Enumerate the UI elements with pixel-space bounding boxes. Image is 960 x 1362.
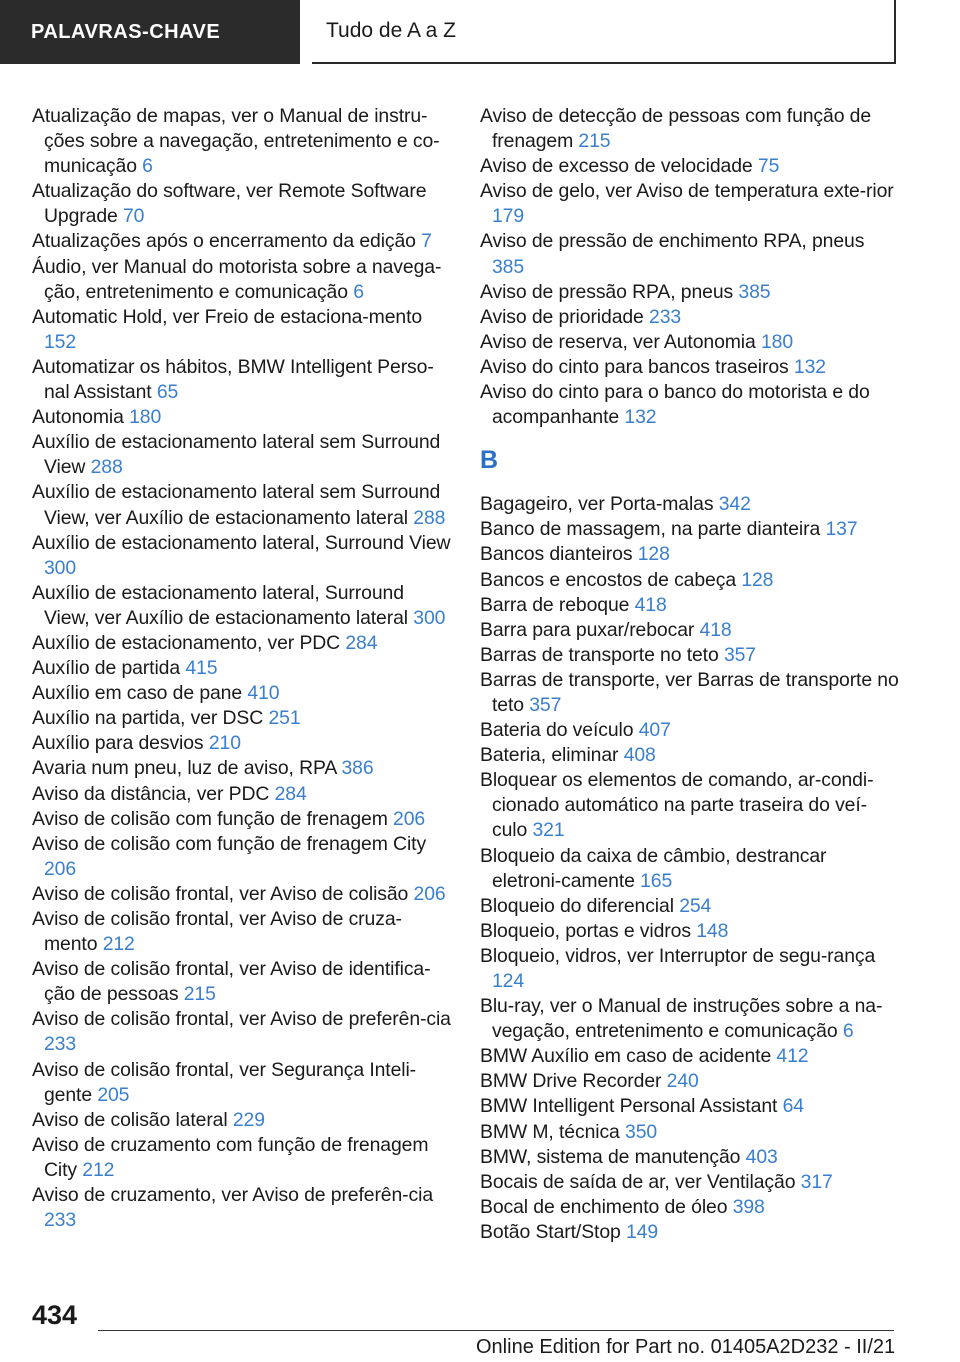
index-group-a bbox=[480, 104, 900, 430]
index-entry-page-link[interactable]: 317 bbox=[800, 1170, 833, 1193]
index-entry-term: Aviso de colisão com função de frenagem bbox=[32, 807, 394, 830]
index-entry-page-link[interactable]: 357 bbox=[529, 693, 562, 716]
header-section-tab: PALAVRAS-CHAVE bbox=[0, 0, 300, 64]
index-entry bbox=[32, 681, 452, 706]
index-entry-page-link[interactable]: 180 bbox=[129, 406, 162, 429]
index-entry-page-link[interactable]: 7 bbox=[421, 230, 432, 253]
index-entry-page-link[interactable]: 210 bbox=[208, 732, 241, 755]
index-entry-page-link[interactable]: 385 bbox=[738, 280, 771, 303]
index-entry bbox=[480, 330, 900, 355]
index-entry bbox=[32, 1183, 452, 1233]
index-entry bbox=[480, 1195, 900, 1220]
header-divider bbox=[300, 0, 312, 64]
index-entry-term: Auxílio para desvios bbox=[32, 732, 209, 755]
index-entry-term: Automatic Hold, ver Freio de estaciona-mento bbox=[32, 305, 423, 328]
index-entry bbox=[32, 782, 452, 807]
index-entry-term: Aviso de pressão RPA, pneus bbox=[480, 280, 739, 303]
index-entry-term: Aviso de prioridade bbox=[480, 305, 650, 328]
index-entry-term: BMW, sistema de manutenção bbox=[480, 1145, 746, 1168]
index-entry-term: Auxílio de estacionamento lateral, Surround View, ver Auxílio de estacionamento lateral bbox=[32, 581, 414, 629]
index-entry-term: Avaria num pneu, luz de aviso, RPA bbox=[32, 757, 342, 780]
index-entry bbox=[480, 1044, 900, 1069]
index-entry-term: Aviso de colisão frontal, ver Aviso de colisão bbox=[32, 882, 414, 905]
index-entry-page-link[interactable]: 300 bbox=[413, 606, 446, 629]
index-entry-page-link[interactable]: 233 bbox=[44, 1209, 77, 1232]
index-entry-page-link[interactable]: 233 bbox=[44, 1033, 77, 1056]
index-entry-term: Bancos dianteiros bbox=[480, 543, 638, 566]
index-entry-term: Barra para puxar/rebocar bbox=[480, 618, 700, 641]
index-entry-term: Bloqueio, vidros, ver Interruptor de segu-rança bbox=[480, 944, 876, 967]
index-entry-page-link[interactable]: 410 bbox=[247, 682, 280, 705]
index-entry bbox=[32, 731, 452, 756]
index-entry-term: Auxílio de estacionamento lateral sem Surround View bbox=[32, 431, 441, 479]
index-entry bbox=[480, 768, 900, 843]
index-entry bbox=[480, 517, 900, 542]
index-entry-page-link[interactable]: 6 bbox=[353, 280, 364, 303]
index-entry bbox=[480, 944, 900, 994]
index-entry bbox=[32, 957, 452, 1007]
index-entry bbox=[480, 542, 900, 567]
index-entry bbox=[480, 844, 900, 894]
index-entry-page-link[interactable]: 212 bbox=[82, 1158, 115, 1181]
index-column-left bbox=[32, 104, 452, 1233]
index-entry-term: Atualização do software, ver Remote Software Upgrade bbox=[32, 180, 427, 228]
index-entry-term: Aviso de reserva, ver Autonomia bbox=[480, 330, 761, 353]
index-entry-term: Bloqueio do diferencial bbox=[480, 894, 680, 917]
index-entry-page-link[interactable]: 6 bbox=[842, 1020, 854, 1043]
index-entry-term: BMW M, técnica bbox=[480, 1120, 626, 1143]
index-entry-term: Aviso da distância, ver PDC bbox=[32, 782, 275, 805]
index-entry-page-link[interactable]: 407 bbox=[638, 719, 671, 742]
index-entry-term: Aviso de detecção de pessoas com função de frenagem bbox=[480, 105, 872, 153]
index-entry-page-link[interactable]: 75 bbox=[757, 155, 780, 178]
index-entry-term: Bocal de enchimento de óleo bbox=[480, 1195, 733, 1218]
index-entry bbox=[480, 593, 900, 618]
index-entry bbox=[480, 229, 900, 279]
index-entry-term: Aviso de cruzamento, ver Aviso de preferên-cia bbox=[32, 1184, 434, 1207]
index-entry bbox=[480, 643, 900, 668]
index-entry bbox=[480, 1069, 900, 1094]
index-entry-page-link[interactable]: 206 bbox=[44, 857, 77, 880]
index-entry-page-link[interactable]: 418 bbox=[634, 593, 667, 616]
index-entry-term: Aviso de colisão com função de frenagem City bbox=[32, 832, 427, 855]
index-entry-page-link[interactable]: 288 bbox=[413, 506, 446, 529]
index-entry-term: Barra de reboque bbox=[480, 593, 635, 616]
index-entry-page-link[interactable]: 152 bbox=[44, 330, 77, 353]
index-entry bbox=[32, 581, 452, 631]
index-entry bbox=[32, 832, 452, 882]
index-entry-page-link[interactable]: 149 bbox=[625, 1220, 659, 1243]
index-entry-term: Aviso de colisão frontal, ver Aviso de preferên-cia bbox=[32, 1008, 451, 1031]
index-entry-term: Aviso de colisão frontal, ver Aviso de identifica-ção de pessoas bbox=[32, 958, 431, 1006]
index-entry bbox=[32, 531, 452, 581]
index-entry-page-link[interactable]: 206 bbox=[393, 807, 426, 830]
index-entry-page-link[interactable]: 215 bbox=[578, 130, 611, 153]
index-entry bbox=[480, 618, 900, 643]
index-entry-page-link[interactable]: 240 bbox=[666, 1070, 699, 1093]
index-entry bbox=[32, 756, 452, 781]
footer-divider bbox=[98, 1330, 894, 1331]
index-entry-term: Áudio, ver Manual do motorista sobre a navega-ção, entretenimento e comunicação bbox=[32, 255, 442, 303]
index-entry bbox=[32, 179, 452, 229]
section-letter-b: B bbox=[480, 446, 499, 475]
index-entry-page-link[interactable]: 128 bbox=[637, 543, 670, 566]
index-entry-page-link[interactable]: 229 bbox=[232, 1108, 265, 1131]
index-entry bbox=[480, 179, 900, 229]
index-entry-page-link[interactable]: 284 bbox=[345, 631, 378, 654]
index-entry bbox=[480, 994, 900, 1044]
index-entry-page-link[interactable]: 205 bbox=[97, 1083, 130, 1106]
index-entry-term: Auxílio de estacionamento lateral sem Surround View, ver Auxílio de estacionamento lateral bbox=[32, 481, 441, 529]
index-entry-term: Auxílio de estacionamento lateral, Surround View bbox=[32, 531, 451, 554]
index-entry-page-link[interactable]: 403 bbox=[745, 1145, 778, 1168]
index-entry-page-link[interactable]: 6 bbox=[142, 155, 153, 178]
index-entry bbox=[480, 1094, 900, 1119]
index-entry-term: Aviso de colisão frontal, ver Aviso de cruza-mento bbox=[32, 908, 402, 956]
index-entry bbox=[32, 1133, 452, 1183]
index-entry bbox=[32, 480, 452, 530]
index-entry-term: Aviso do cinto para bancos traseiros bbox=[480, 355, 794, 378]
index-entry-term: Auxílio de estacionamento, ver PDC bbox=[32, 631, 346, 654]
index-entry-term: BMW Intelligent Personal Assistant bbox=[480, 1095, 783, 1118]
index-entry bbox=[32, 430, 452, 480]
index-entry bbox=[32, 706, 452, 731]
index-entry-page-link[interactable]: 65 bbox=[156, 381, 179, 404]
index-entry bbox=[32, 1108, 452, 1133]
index-entry-page-link[interactable]: 284 bbox=[274, 782, 307, 805]
index-entry-term: Bloqueio da caixa de câmbio, destrancar eletroni-camente bbox=[480, 844, 827, 892]
index-entry-page-link[interactable]: 124 bbox=[492, 970, 525, 992]
index-entry bbox=[480, 919, 900, 944]
index-entry-term: Auxílio em caso de pane bbox=[32, 682, 248, 705]
index-entry-term: Atualizações após o encerramento da edição bbox=[32, 230, 422, 253]
index-entry-term: BMW Drive Recorder bbox=[480, 1070, 667, 1093]
index-entry bbox=[32, 907, 452, 957]
index-group-b bbox=[480, 492, 900, 1245]
header-title: Tudo de A a Z bbox=[312, 0, 896, 64]
index-entry-term: Aviso de pressão de enchimento RPA, pneus bbox=[480, 230, 865, 253]
index-entry-term: Aviso do cinto para o banco do motorista e do acompanhante bbox=[480, 381, 870, 429]
index-entry-page-link[interactable]: 132 bbox=[793, 355, 826, 378]
index-entry-term: Atualização de mapas, ver o Manual de instru-ções sobre a navegação, entretenimento e co-municação bbox=[32, 105, 440, 178]
index-entry-term: Bocais de saída de ar, ver Ventilação bbox=[480, 1170, 801, 1193]
index-entry bbox=[480, 355, 900, 380]
index-entry bbox=[32, 1007, 452, 1057]
index-entry-page-link[interactable]: 132 bbox=[624, 406, 657, 429]
index-entry-page-link[interactable]: 418 bbox=[699, 618, 732, 641]
index-entry bbox=[480, 380, 900, 430]
index-entry-page-link[interactable]: 350 bbox=[625, 1120, 658, 1143]
index-entry-page-link[interactable]: 233 bbox=[649, 305, 682, 328]
index-entry-page-link[interactable]: 288 bbox=[90, 456, 123, 479]
index-entry bbox=[32, 229, 452, 254]
index-entry-page-link[interactable]: 385 bbox=[492, 255, 525, 278]
index-entry-term: Bagageiro, ver Porta-malas bbox=[480, 493, 719, 516]
index-entry bbox=[32, 656, 452, 681]
index-entry-term: BMW Auxílio em caso de acidente bbox=[480, 1045, 777, 1068]
index-column-right bbox=[480, 104, 900, 1245]
index-entry bbox=[32, 1058, 452, 1108]
index-entry-term: Bancos e encostos de cabeça bbox=[480, 568, 742, 591]
index-entry-term: Aviso de excesso de velocidade bbox=[480, 155, 758, 178]
index-entry bbox=[32, 255, 452, 305]
index-entry bbox=[480, 492, 900, 517]
index-entry bbox=[32, 882, 452, 907]
index-entry-page-link[interactable]: 128 bbox=[741, 568, 774, 591]
index-entry bbox=[480, 305, 900, 330]
index-entry-page-link[interactable]: 342 bbox=[718, 493, 751, 516]
index-entry-page-link[interactable]: 148 bbox=[696, 919, 729, 942]
index-entry bbox=[32, 355, 452, 405]
index-entry-term: Autonomia bbox=[32, 406, 130, 429]
index-entry-term: Botão Start/Stop bbox=[480, 1220, 626, 1243]
index-entry-term: Bateria do veículo bbox=[480, 719, 639, 742]
index-entry-page-link[interactable]: 412 bbox=[776, 1045, 809, 1068]
index-entry-page-link[interactable]: 386 bbox=[341, 757, 374, 780]
index-entry-term: Aviso de colisão frontal, ver Segurança Inteli-gente bbox=[32, 1058, 417, 1106]
index-entry-term: Barras de transporte no teto bbox=[480, 643, 724, 666]
index-entry-page-link[interactable]: 357 bbox=[723, 643, 756, 666]
index-entry-term: Bateria, eliminar bbox=[480, 744, 624, 767]
index-entry-page-link[interactable]: 180 bbox=[760, 330, 794, 353]
index-entry-page-link[interactable]: 254 bbox=[679, 894, 712, 917]
index-entry-page-link[interactable]: 215 bbox=[183, 983, 216, 1006]
page-number: 434 bbox=[32, 1300, 78, 1330]
index-entry-page-link[interactable]: 70 bbox=[122, 205, 145, 228]
index-entry-term: Aviso de gelo, ver Aviso de temperatura exte-rior bbox=[480, 180, 894, 203]
index-entry bbox=[32, 631, 452, 656]
index-entry bbox=[480, 1170, 900, 1195]
index-entry bbox=[480, 280, 900, 305]
index-entry-page-link[interactable]: 206 bbox=[413, 882, 446, 905]
index-entry bbox=[480, 894, 900, 919]
index-entry bbox=[480, 104, 900, 154]
footer-edition: Online Edition for Part no. 01405A2D232 - II/21 bbox=[476, 1336, 896, 1358]
index-entry-page-link[interactable]: 179 bbox=[492, 205, 525, 228]
index-entry bbox=[480, 568, 900, 593]
index-entry-page-link[interactable]: 137 bbox=[825, 518, 858, 541]
index-entry-page-link[interactable]: 415 bbox=[185, 657, 218, 680]
index-entry bbox=[480, 154, 900, 179]
index-entry-term: Banco de massagem, na parte dianteira bbox=[480, 518, 826, 541]
index-entry-page-link[interactable]: 398 bbox=[732, 1195, 765, 1218]
index-entry-page-link[interactable]: 251 bbox=[268, 707, 301, 730]
index-entry bbox=[32, 807, 452, 832]
index-entry bbox=[480, 1145, 900, 1170]
index-entry bbox=[480, 668, 900, 718]
index-entry-term: Auxílio de partida bbox=[32, 657, 186, 680]
index-entry-term: Blu-ray, ver o Manual de instruções sobre a na-vegação, entretenimento e comunicação bbox=[480, 995, 883, 1043]
index-entry-page-link[interactable]: 321 bbox=[532, 819, 565, 842]
index-entry-term: Aviso de colisão lateral bbox=[32, 1108, 233, 1131]
index-entry bbox=[480, 1120, 900, 1145]
index-entry-term: Auxílio na partida, ver DSC bbox=[32, 707, 269, 730]
index-entry-page-link[interactable]: 408 bbox=[623, 744, 656, 767]
index-entry-page-link[interactable]: 64 bbox=[782, 1095, 804, 1118]
index-entry bbox=[480, 743, 900, 768]
index-entry-term: Bloqueio, portas e vidros bbox=[480, 919, 697, 942]
index-entry-term: Automatizar os hábitos, BMW Intelligent Perso-nal Assistant bbox=[32, 355, 434, 404]
index-entry-term: Bloquear os elementos de comando, ar-condi-cionado automático na parte traseira do veí-culo bbox=[480, 769, 874, 842]
index-entry bbox=[32, 104, 452, 179]
index-entry-term: Barras de transporte, ver Barras de transporte no teto bbox=[480, 668, 899, 716]
index-entry-page-link[interactable]: 300 bbox=[44, 556, 77, 579]
index-entry-term: Aviso de cruzamento com função de frenagem City bbox=[32, 1133, 429, 1181]
index-entry bbox=[480, 1220, 900, 1245]
index-entry-page-link[interactable]: 165 bbox=[640, 869, 673, 892]
index-entry-page-link[interactable]: 212 bbox=[102, 933, 135, 956]
index-entry bbox=[32, 405, 452, 430]
index-entry bbox=[480, 718, 900, 743]
index-entry bbox=[32, 305, 452, 355]
